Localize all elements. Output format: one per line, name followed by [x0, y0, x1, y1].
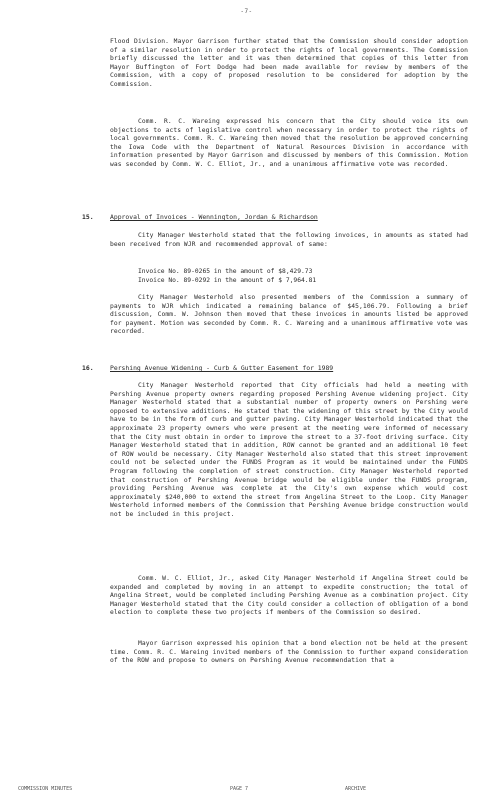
paragraph-text: City Manager Westerhold also presented members of the Commission a summary of payments to WJR which indicated a remaining balance of $45,106.79. Following a brief discussion, Comm. W. Johnson then moved that these invoices in amounts listed be approved for payment. Motion was seconded by Comm. R. C. Wareing and a unanimous affirmative vote was recorded. — [110, 294, 468, 336]
page-number: -7- — [240, 8, 253, 15]
paragraph-text: Comm. R. C. Wareing expressed his concern that the City should voice its own objections to acts of legislative control when necessary in order to protect the rights of local governments. Comm. R. C. Wareing then moved that the resolution be approved concerning the Iowa Code with the Department of Natural Resources Division in accordance with information presented by Mayor Garrison and discussed by members of this Commission. Motion was seconded by Comm. W. C. Elliot, Jr., and a unanimous affirmative vote was recorded. — [110, 118, 468, 168]
footer-right: ARCHIVE — [345, 786, 367, 792]
item-title-invoices: Approval of Invoices - Wennington, Jordan & Richardson — [110, 213, 318, 221]
paragraph-text: City Manager Westerhold reported that City officials had held a meeting with Pershing Avenue property owners regarding proposed Pershing Avenue widening project. City Manager Westerhold stated that a substantial number of property owners on Pershing were opposed to extensive additions. He stated that the widening of this street by the City would have to be in the form of curb and gutter paving. City Manager Westerhold indicated that the approximate 23 property owners who were present at the meeting were informed of necessary that the City must obtain in order to improve the street to a 37-foot driving surface. City Manager Westerhold stated that in addition, ROW cannot be granted and an additional 10 feet of ROW would be necessary. City Manager Westerhold also stated that this street improvement could not be selected under the FUNDS Program as it would be maintained under the FUNDS Program following the completion of street construction. City Manager Westerhold reported that construction of Pershing Avenue bridge would be eligible under the FUNDS program, providing Pershing Avenue was complete at the City's own expense which would cost approximately $240,000 to extend the street from Angelina Street to the Loop. City Manager Westerhold informed members of the Commission that Pershing Avenue bridge construction would not be included in this project. — [110, 382, 468, 518]
item-number-15: 15. — [82, 213, 94, 221]
footer-left: COMMISSION MINUTES — [18, 786, 73, 792]
paragraph-text: Mayor Garrison expressed his opinion that a bond election not be held at the present time. Comm. R. C. Wareing invited members of the Commission to further expand consideration of the ROW and propose to owners on Pershing Avenue recommendation that a — [110, 640, 468, 665]
invoice-line-2: Invoice No. 89-0292 in the amount of $ 7,964.81 — [138, 277, 317, 284]
paragraph-invoices-intro — [110, 232, 468, 249]
paragraph-pershing-report — [110, 382, 468, 520]
item-number-16: 16. — [82, 364, 94, 372]
footer-middle: PAGE 7 — [230, 786, 249, 792]
invoice-line-1: Invoice No. 89-0265 in the amount of $8,429.73 — [138, 268, 313, 275]
paragraph-text: Comm. W. C. Elliot, Jr., asked City Manager Westerhold if Angelina Street could be expanded and completed by moving in an attempt to expedite construction; the total of Angelina Street, would be completed including Pershing Avenue as a combination project. City Manager Westerhold stated that the City could consider a collection of obligation of a bond election to complete these two projects if members of the Commission so desired. — [110, 575, 468, 617]
paragraph-bond-election — [110, 640, 468, 666]
paragraph-elliot-question — [110, 575, 468, 618]
paragraph-flood-division — [110, 38, 468, 90]
paragraph-payment-summary — [110, 294, 468, 337]
paragraph-text: City Manager Westerhold stated that the following invoices, in amounts as stated had been received from WJR and recommended approval of same: — [110, 232, 468, 248]
paragraph-text: Flood Division. Mayor Garrison further stated that the Commission should consider adoption of a similar resolution in order to protect the rights of local governments. The Commission briefly discussed the letter and it was then determined that copies of this letter from Mayor Buffington of Fort Dodge had been made available for review by members of the Commission, with a copy of proposed resolution to be considered for adoption by the Commission. — [110, 38, 468, 88]
item-title-pershing: Pershing Avenue Widening - Curb & Gutter Easement for 1989 — [110, 364, 334, 372]
paragraph-wareing-motion — [110, 118, 468, 170]
